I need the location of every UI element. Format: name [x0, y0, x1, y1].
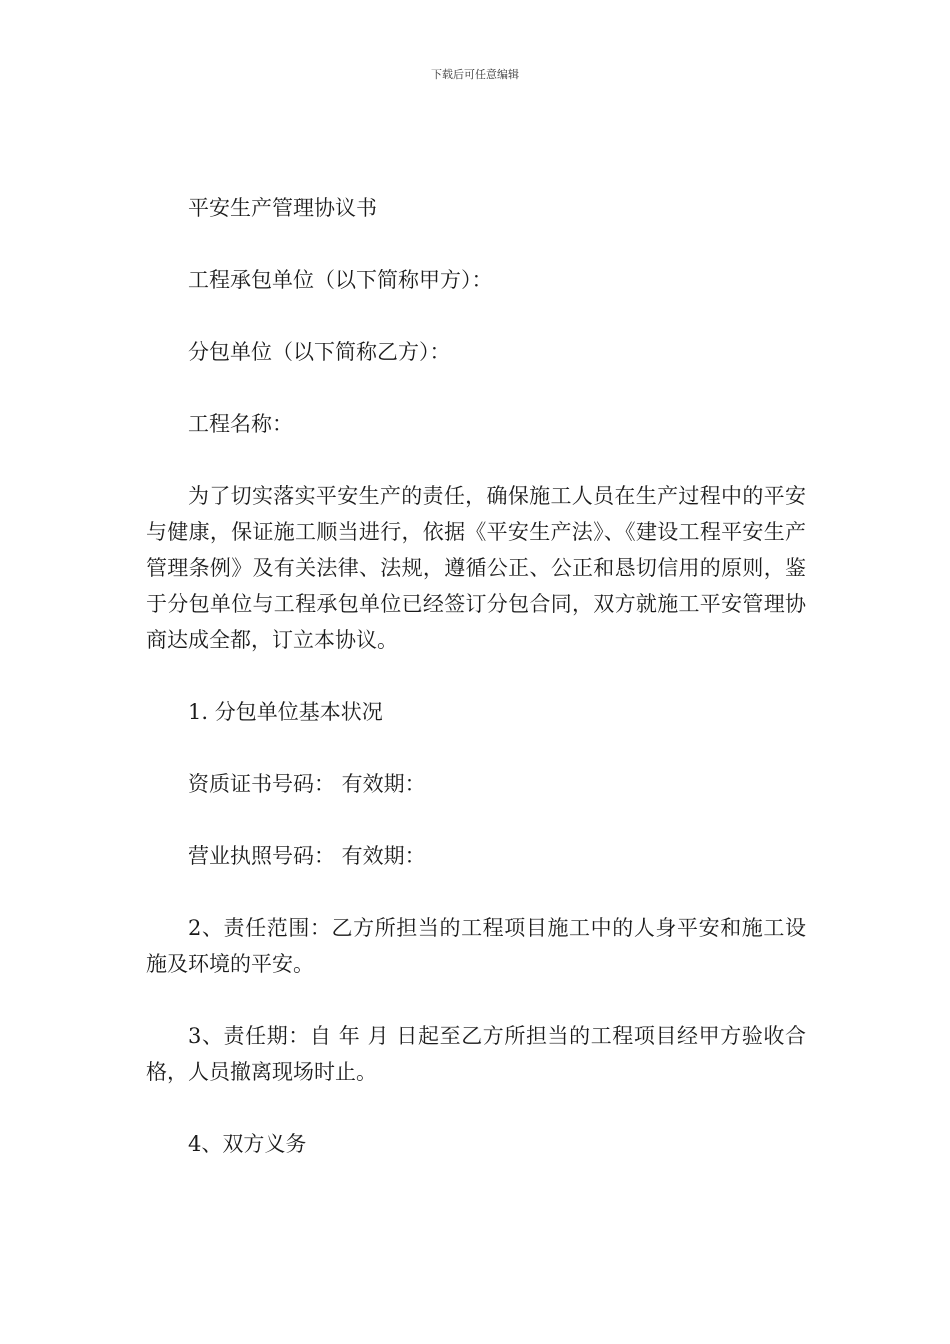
intro-paragraph: 为了切实落实平安生产的责任，确保施工人员在生产过程中的平安与健康，保证施工顺当进行，依据《平安生产法》、《建设工程平安生产管理条例》及有关法律、法规，遵循公正、公正和恳切信用的原则，鉴于分包单位与工程承包单位已经签订分包合同，双方就施工平安管理协商达成全都，订立本协议。 [146, 484, 806, 652]
header-note: 下载后可任意编辑 [431, 68, 519, 81]
project-name-line: 工程名称： [188, 412, 293, 436]
party-a-line: 工程承包单位（以下简称甲方）： [188, 268, 493, 292]
license-line: 营业执照号码： 有效期： [188, 844, 426, 868]
section-2-paragraph: 2、责任范围：乙方所担当的工程项目施工中的人身平安和施工设施及环境的平安。 [146, 916, 806, 976]
section-4-heading: 4、双方义务 [188, 1132, 307, 1156]
section-1-heading: 1. 分包单位基本状况 [188, 700, 383, 724]
qualification-line: 资质证书号码： 有效期： [188, 772, 426, 796]
document-title: 平安生产管理协议书 [188, 196, 377, 220]
document-body [146, 190, 806, 1198]
party-b-line: 分包单位（以下简称乙方）： [188, 340, 451, 364]
section-3-paragraph: 3、责任期：自 年 月 日起至乙方所担当的工程项目经甲方验收合格，人员撤离现场时止。 [146, 1024, 806, 1084]
